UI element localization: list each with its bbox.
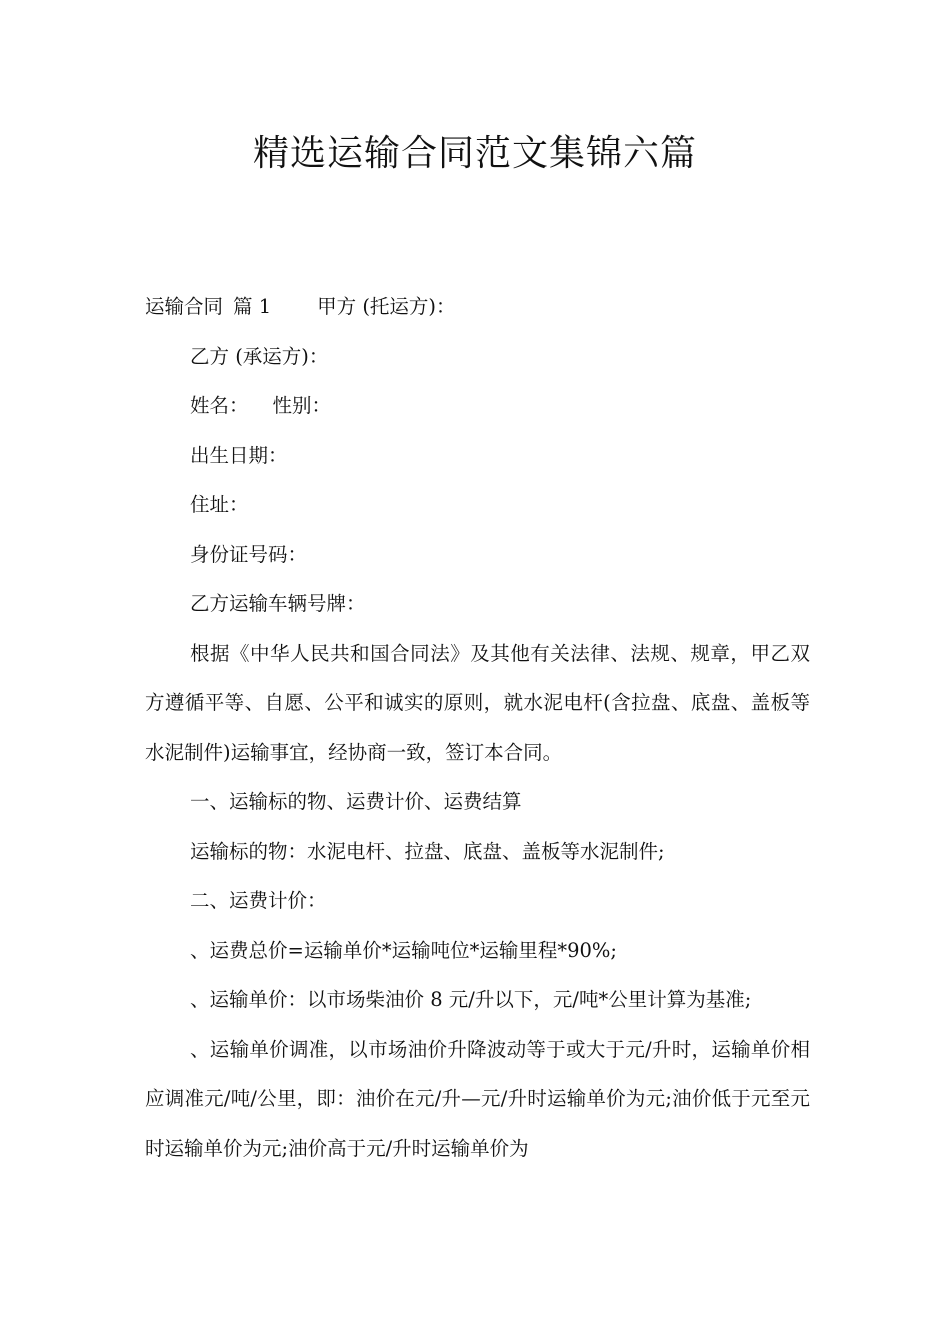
party-b-field: 乙方 (承运方)： xyxy=(190,344,329,368)
item-unit-price: 、运输单价：以市场柴油价 8 元/升以下，元/吨*公里计算为基准; xyxy=(190,988,752,1011)
name-field: 姓名： xyxy=(190,394,249,417)
section-2-heading: 二、运费计价： xyxy=(190,889,327,912)
name-gender-line xyxy=(145,381,810,431)
document-title: 精选运输合同范文集锦六篇 xyxy=(252,133,697,174)
document-body xyxy=(145,282,810,1173)
contract-type-label: 运输合同 xyxy=(145,295,224,318)
basis-paragraph: 根据《中华人民共和国合同法》及其他有关法律、法规、规章，甲乙双方遵循平等、自愿、公平和诚实的原则，就水泥电杆(含拉盘、底盘、盖板等水泥制件)运输事宜，经协商一致，签订本合同。 xyxy=(145,641,810,764)
section-1-subject: 运输标的物：水泥电杆、拉盘、底盘、盖板等水泥制件; xyxy=(190,839,665,863)
contract-number-label: 篇 1 xyxy=(233,295,272,318)
item-total-freight: 、运费总价=运输单价*运输吨位*运输里程*90%; xyxy=(190,938,618,962)
item-price-adjustment: 、运输单价调准，以市场油价升降波动等于或大于元/升时，运输单价相应调准元/吨/公里，即：油价在元/升—元/升时运输单价为元;油价低于元至元时运输单价为元;油价高于元/升时运输单价为 xyxy=(145,1037,810,1160)
id-number-field: 身份证号码： xyxy=(190,542,308,566)
gender-field: 性别： xyxy=(272,394,332,417)
section-1-heading: 一、运输标的物、运费计价、运费结算 xyxy=(190,790,522,813)
vehicle-plate-field: 乙方运输车辆号牌： xyxy=(190,592,366,615)
party-a-field: 甲方 (托运方)： xyxy=(317,295,456,318)
birth-date-field: 出生日期： xyxy=(190,443,288,467)
address-field: 住址： xyxy=(190,493,249,516)
contract-header-line xyxy=(145,282,810,332)
